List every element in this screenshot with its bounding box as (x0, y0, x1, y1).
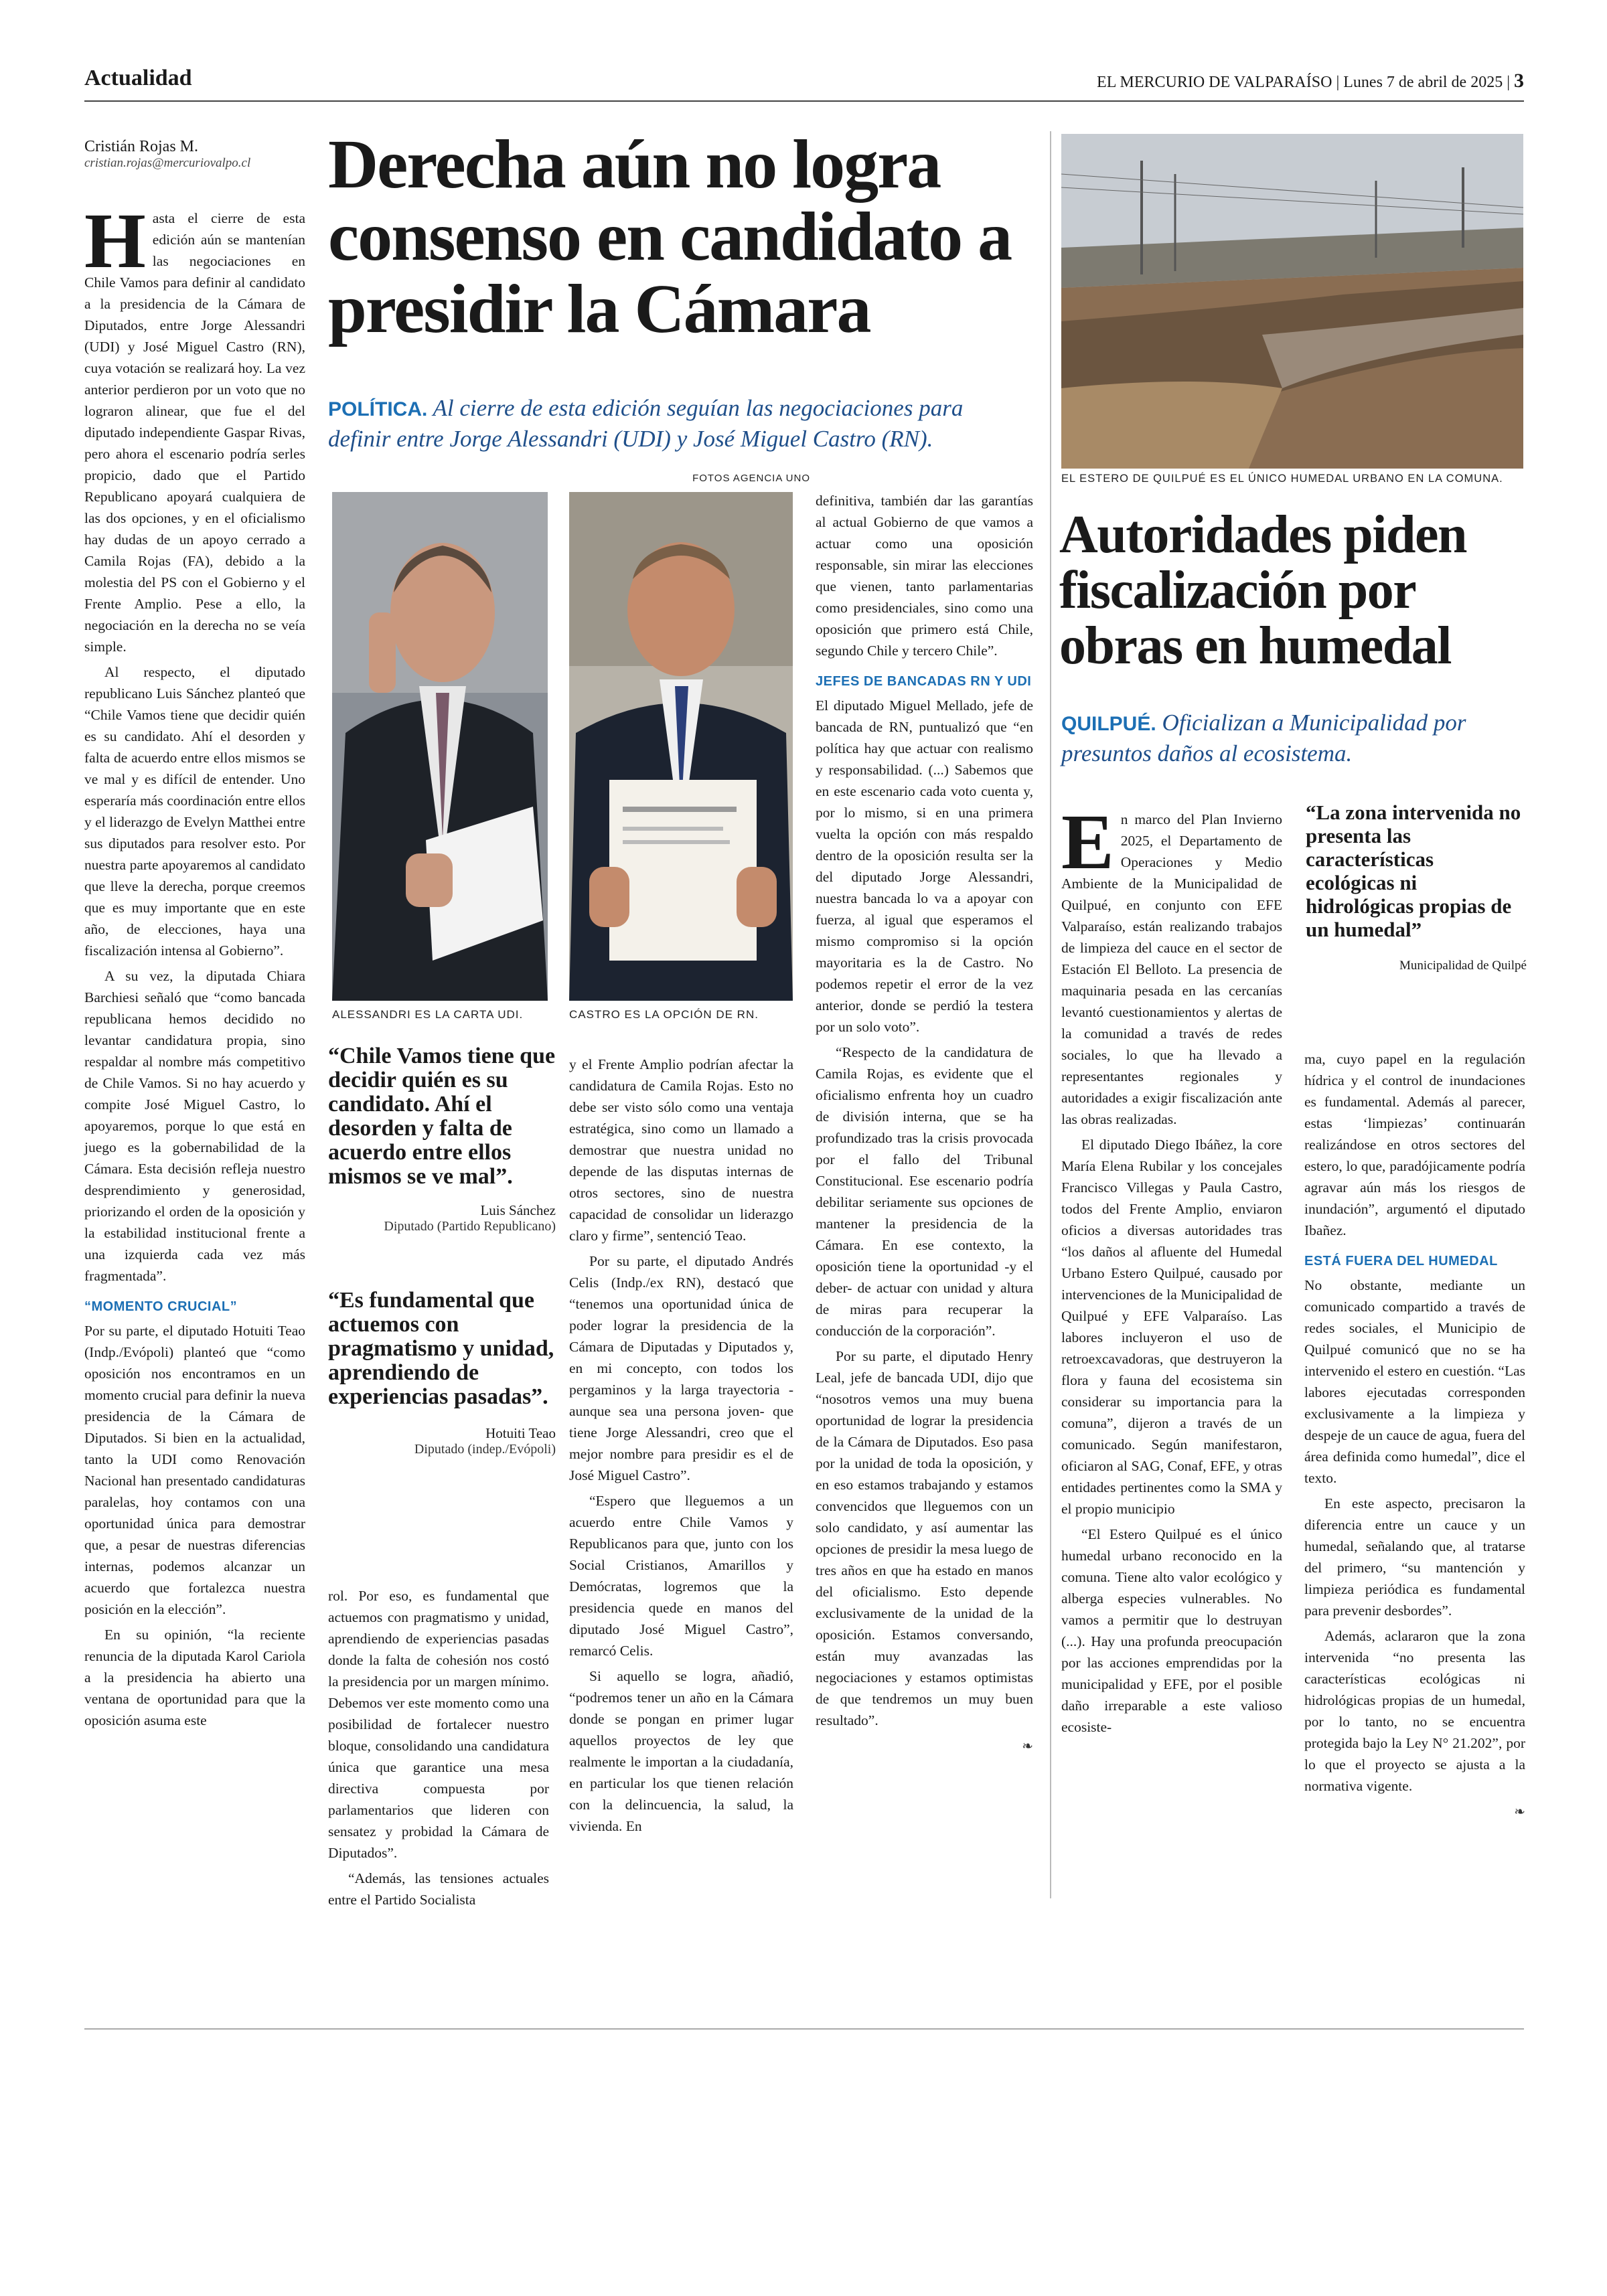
article-col-3 (569, 1054, 793, 1841)
author-name: Cristián Rojas M. (84, 138, 199, 155)
paragraph: rol. Por eso, es fundamental que actuemos con pragmatismo y unidad, aprendiendo de experiencias pasadas donde la falta de cohesión nos costó la presidencia por un margen mínimo. Debemos ver este momento como una posibilidad de fortalecer nuestro bloque, consolidando una candidatura única que garantice una mesa directiva compuesta por parlamentarios que lideren con sensatez y probidad la Cámara de Diputados”. (328, 1588, 549, 1861)
paragraph: “Además, las tensiones actuales entre el Partido Socialista (328, 1870, 549, 1908)
article-col-4 (816, 490, 1033, 1756)
quote-text: “Chile Vamos tiene que decidir quién es su candidato. Ahí el desorden y falta de acuerdo entre ellos mismos se ve mal”. (328, 1044, 556, 1189)
header-rule (84, 100, 1524, 102)
main-headline: Derecha aún no logra consenso en candidato a presidir la Cámara (328, 126, 1012, 347)
paragraph: En su opinión, “la reciente renuncia de la diputada Karol Cariola a la presidencia ha abierto una ventana de oportunidad para que la oposición asuma este (84, 1627, 305, 1728)
deck-humedal (1061, 708, 1523, 768)
paragraph: Si aquello se logra, añadió, “podremos tener un año en la Cámara donde se pongan en primer lugar aquellos proyectos de ley que realmente le importan a la ciudadanía, en particular los que tienen relación con la delincuencia, la salud, la vivienda. En (569, 1668, 793, 1834)
caption-alessandri: ALESSANDRI ES LA CARTA UDI. (332, 1008, 524, 1021)
subhead-momento-crucial: “MOMENTO CRUCIAL” (84, 1299, 238, 1314)
photo-castro (569, 492, 793, 1001)
paragraph: El diputado Diego Ibáñez, la core María Elena Rubilar y los concejales Francisco Villegas y Paula Castro, todos del Frente Amplio, enviaron oficios a diversas autoridades tras “los daños al afluente del Humedal Urbano Estero Quilpué, causado por intervenciones de la Municipalidad de Quilpué y EFE Valparaíso. Las labores incluyeron el uso de retroexcavadoras, que destruyeron la flora y fauna del ecosistema sin considerar su importancia para la comuna”, dijeron a través de un comunicado. Según manifestaron, oficiaron al SAG, Conaf, EFE, y otras entidades pertinentes como la SMA y el propio municipio (1061, 1137, 1282, 1517)
article-col-1 (84, 197, 305, 1735)
paragraph: “Espero que lleguemos a un acuerdo entre Chile Vamos y Republicanos para que, junto con los Social Cristianos, Amarillos y Demócratas, logremos que la presidencia quede en manos del diputado José Miguel Castro”, remarcó Celis. (569, 1493, 793, 1659)
byline (84, 138, 305, 171)
quote-text: “Es fundamental que actuemos con pragmatismo y unidad, aprendiendo de experiencias pasadas”. (328, 1288, 554, 1409)
paragraph: Por su parte, el diputado Hotuiti Teao (Indp./Evópoli) planteó que “como oposición nos encontramos en un momento crucial para definir la nueva presidencia de la Cámara de Diputados. Si bien en la actualidad, tanto la UDI como Renovación Nacional han presentado candidaturas paralelas, hoy contamos con una oportunidad única para demostrar que, a pesar de nuestras diferencias internas, podemos alcanzar un acuerdo que fortalezca nuestra posición en la elección”. (84, 1323, 305, 1617)
end-mark-icon: ❧ (1022, 1738, 1033, 1754)
subhead-fuera-humedal: ESTÁ FUERA DEL HUMEDAL (1304, 1254, 1498, 1268)
paragraph: definitiva, también dar las garantías al actual Gobierno de que vamos a actuar como una oposición responsable, sin mirar las elecciones que vienen, tanto parlamentarias como presidenciales, sino como una oposición que primero está Chile, segundo Chile y tercero Chile”. (816, 493, 1033, 659)
caption-castro: CASTRO ES LA OPCIÓN DE RN. (569, 1008, 759, 1021)
pull-quote-sanchez (328, 1044, 556, 1234)
paragraph: Por su parte, el diputado Andrés Celis (Indp./ex RN), destacó que “tenemos una oportunidad única de poder lograr la presidencia de la Cámara de Diputadas y Diputados y, en mi concepto, con todos los pergaminos y la larga trayectoria -aunque sea una persona joven- que tiene Jorge Alessandri, creo que el mejor nombre para presidir es el de José Miguel Castro”. (569, 1253, 793, 1483)
paragraph: y el Frente Amplio podrían afectar la candidatura de Camila Rojas. Esto no debe ser visto sólo como una ventaja estratégica, sino como un llamado a demostrar que nuestra unidad no depende de las disputas internas de otros sectores, sino de nuestra capacidad de consolidar un liderazgo claro y firme”, sentenció Teao. (569, 1056, 793, 1244)
paragraph: Al respecto, el diputado republicano Luis Sánchez planteó que “Chile Vamos tiene que decidir quién es su candidato. Ahí el desorden y falta de acuerdo entre ellos mismos se ve mal y es difícil de entender. Uno esperaría más coordinación entre ellos y el liderazgo de Evelyn Matthei entre sus diputados para resolver esto. Por nuestra parte apoyaremos al candidato que lleve la derecha, porque creemos que es muy importante que en este año, de elecciones, haya una fiscalización intensa al Gobierno”. (84, 664, 305, 959)
quote-text: “La zona intervenida no presenta las características ecológicas ni hidrológicas propias de un humedal” (1306, 801, 1521, 941)
quote-author: Hotuiti Teao (485, 1425, 556, 1441)
section-name: Actualidad (84, 66, 192, 90)
photo-alessandri (332, 492, 548, 1001)
paragraph: Además, aclararon que la zona intervenida “no presenta las características ecológicas ni hidrológicas propias de un humedal, por lo tanto, no se encuentra protegida bajo la Ley N° 21.202”, por lo que el proyecto se ajusta a la normativa vigente. (1304, 1628, 1525, 1794)
paragraph: “Respecto de la candidatura de Camila Rojas, es evidente que el oficialismo enfrenta hoy un cuadro de división interna, que se ha profundizado tras la crisis provocada por el fallo del Tribunal Constitucional. Ese escenario podría debilitar seriamente sus opciones de mantener la presidencia de la Cámara. En ese contexto, la oposición tiene la oportunidad -y el deber- de actuar con unidad y altura de miras para recuperar la conducción de la corporación”. (816, 1044, 1033, 1339)
paragraph: En este aspecto, precisaron la diferencia entre un cauce y un humedal, señalando que, al tratarse del primero, “su mantención y limpieza periódica es fundamental para prevenir desbordes”. (1304, 1495, 1525, 1619)
paragraph: A su vez, la diputada Chiara Barchiesi señaló que “como bancada republicana hemos decidido no levantar candidatura propia, sino respaldar al nombre más competitivo de Chile Vamos. Si no hay acuerdo y compite José Miguel Castro, lo apoyaremos, porque lo que está en juego es la gobernabilidad de la Cámara. Esta decisión refleja nuestro desprendimiento y generosidad, priorizando el orden de la oposición y la estabilidad institucional frente a una izquierda cada vez más fragmentada”. (84, 968, 305, 1284)
humedal-col-2 (1304, 1048, 1525, 1822)
page-number: 3 (1514, 70, 1524, 92)
newspaper-name: EL MERCURIO DE VALPARAÍSO (1097, 74, 1332, 91)
author-email: cristian.rojas@mercuriovalpo.cl (84, 156, 251, 170)
dropcap-e: E (1061, 798, 1114, 886)
paragraph: asta el cierre de esta edición aún se mantenían las negociaciones en Chile Vamos para definir al candidato a la presidencia de la Cámara de Diputados, entre Jorge Alessandri (UDI) y José Miguel Castro (RN), cuya votación se realizará hoy. La vez anterior perdieron por un voto que no lograron alinear, que fue el del diputado independiente Gaspar Rivas, pero ahora el escenario podría serles propicio, dado que el Partido Republicano apoyará cualquiera de las dos opciones, y en el oficialismo hay dudas de un apoyo cerrado a Camila Rojas (FA), debido a la molestia del PS con el Gobierno y el Frente Amplio. Pese a ello, la negociación en la derecha no se veía simple. (84, 210, 305, 655)
caption-humedal: EL ESTERO DE QUILPUÉ ES EL ÚNICO HUMEDAL URBANO EN LA COMUNA. (1061, 473, 1503, 485)
photo-credit: FOTOS AGENCIA UNO (692, 473, 810, 484)
kicker-quilpue: QUILPUÉ. (1061, 713, 1156, 735)
end-mark-icon: ❧ (1514, 1803, 1525, 1819)
subhead-jefes-bancadas: JEFES DE BANCADAS RN Y UDI (816, 674, 1032, 689)
pull-quote-teao (328, 1289, 556, 1457)
paragraph: ma, cuyo papel en la regulación hídrica y el control de inundaciones es fundamental. Además al parecer, estas ‘limpiezas’ continuarán realizándose en otros sectores del estero, lo que, paradójicamente podría agravar aún más los riesgos de inundación”, argumentó el diputado Ibañez. (1304, 1051, 1525, 1238)
quote-role: Diputado (indep./Evópoli) (414, 1442, 556, 1457)
photo-humedal (1061, 134, 1523, 469)
paragraph: El diputado Miguel Mellado, jefe de bancada de RN, puntualizó que “en política hay que actuar con realismo y responsabilidad. (...) Sabemos que en este escenario cada voto cuenta y, por lo mismo, si en una primera vuelta la opción con más respaldo dentro de la oposición resulta ser la del diputado Jorge Alessandri, nuestra bancada lo va a apoyar con fuerza, al igual que esperamos el mismo compromiso si la opción mayoritaria es la de Castro. No podemos repetir el error de la vez anterior, donde se perdió la testera por un solo voto”. (816, 698, 1033, 1035)
deck-humedal-text: Oficializan a Municipalidad por presuntos daños al ecosistema. (1061, 710, 1466, 766)
quote-author: Luis Sánchez (480, 1202, 556, 1218)
main-deck (328, 394, 1031, 454)
quote-author: Municipalidad de Quilpé (1399, 959, 1527, 973)
quote-role: Diputado (Partido Republicano) (384, 1219, 556, 1234)
page-header: Actualidad EL MERCURIO DE VALPARAÍSO | Lunes 7 de abril de 2025 | 3 (84, 66, 1524, 92)
main-deck-text: Al cierre de esta edición seguían las negociaciones para definir entre Jorge Alessandri (UDI) y José Miguel Castro (RN). (328, 395, 964, 452)
paragraph: Por su parte, el diputado Henry Leal, jefe de bancada UDI, dijo que “nosotros vemos una muy buena oportunidad de lograr la presidencia de la Cámara de Diputados. Eso pasa por la unidad de toda la oposición, y en eso estamos trabajando y estamos convencidos que lleguemos con un solo candidato, y así aumentar las opciones de presidir la mesa luego de tres años en que ha estado en manos del oficialismo. Esto depende exclusivamente de la unidad de la oposición. Estamos conversando, están muy avanzadas las negociaciones y estamos optimistas de que tendremos un muy buen resultado”. (816, 1348, 1033, 1728)
headline-humedal: Autoridades piden fiscalización por obras en humedal (1059, 505, 1466, 675)
article-col-2 (328, 1585, 549, 1914)
humedal-col-1 (1061, 798, 1282, 1742)
footer-rule (84, 2028, 1524, 2030)
pull-quote-municipalidad (1306, 801, 1527, 973)
issue-date: Lunes 7 de abril de 2025 (1343, 74, 1503, 91)
paragraph: No obstante, mediante un comunicado compartido a través de redes sociales, el Municipio de Quilpué comunicó que no se ha intervenido el estero en cuestión. “Las labores ejecutadas corresponden exclusivamente a la limpieza y despeje de un cauce de agua, fuera del área definida como humedal”, dice el texto. (1304, 1277, 1525, 1486)
article-divider (1050, 131, 1051, 1898)
paragraph: n marco del Plan Invierno 2025, el Departamento de Operaciones y Medio Ambiente de la Municipalidad de Quilpué, en conjunto con EFE Valparaíso, están realizando trabajos de limpieza del cauce en el sector de Estación El Belloto. La presencia de maquinaria pesada en las cercanías levantó cuestionamientos y alertas de la comunidad a través de redes sociales, lo que ha llevado a representantes regionales y autoridades a exigir fiscalización ante las obras realizadas. (1061, 811, 1282, 1127)
dropcap-h: H (84, 197, 146, 284)
paragraph: “El Estero Quilpué es el único humedal urbano reconocido en la comuna. Tiene alto valor ecológico y alberga especies vulnerables. No vamos a permitir que lo destruyan (...). Hay una profunda preocupación por las acciones emprendidas por la municipalidad y EFE, por el posible daño irreparable a este valioso ecosiste- (1061, 1526, 1282, 1735)
main-kicker: POLÍTICA. (328, 398, 428, 420)
